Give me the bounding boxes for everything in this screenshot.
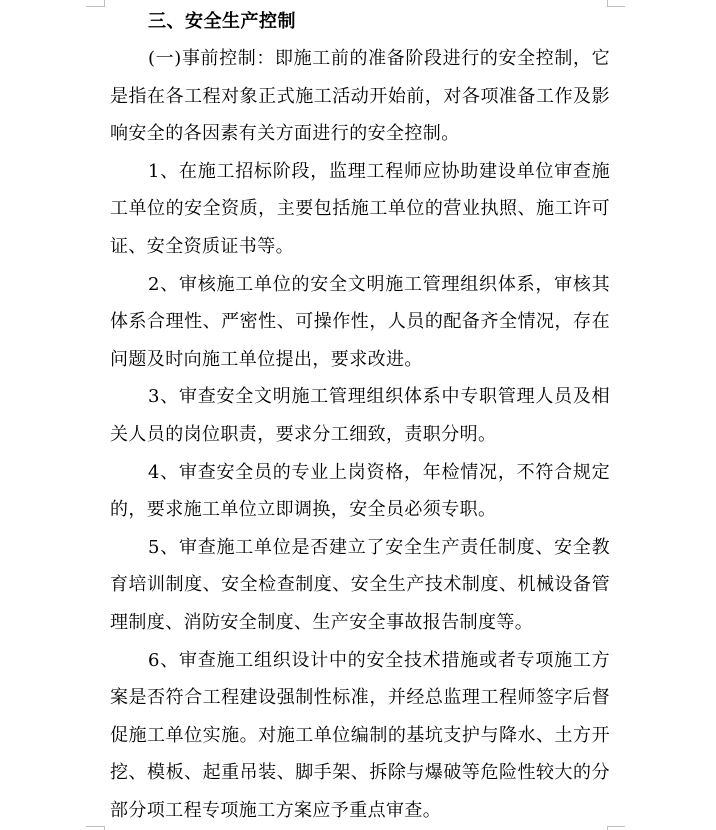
paragraph-item-2: 2、审核施工单位的安全文明施工管理组织体系，审核其体系合理性、严密性、可操作性，人员的配备齐全情况，存在问题及时向施工单位提出，要求改进。 <box>110 273 610 370</box>
crop-mark-top-right <box>607 0 608 7</box>
paragraph-item-3: 3、审查安全文明施工管理组织体系中专职管理人员及相关人员的岗位职责，要求分工细致，责职分明。 <box>110 386 610 445</box>
paragraph-item-4: 4、审查安全员的专业上岗资格，年检情况，不符合规定的，要求施工单位立即调换，安全员必须专职。 <box>110 461 610 521</box>
crop-mark-top-left <box>86 6 104 7</box>
crop-mark-top-left <box>104 0 105 7</box>
paragraph-item-1: 1、在施工招标阶段，监理工程师应协助建设单位审查施工单位的安全资质，主要包括施工单位的营业执照、施工许可证、安全资质证书等。 <box>110 160 610 257</box>
paragraph-item-6: 6、审查施工组织设计中的安全技术措施或者专项施工方案是否符合工程建设强制性标准，并经总监理工程师签字后督促施工单位实施。对施工单位编制的基坑支护与降水、土方开挖、模板、起重吊装、脚手架、拆除与爆破等危险性较大的分部分项工程专项施工方案应予重点审查。 <box>110 649 610 821</box>
crop-mark-bottom-left <box>86 826 104 827</box>
paragraph-pre-control: (一)事前控制：即施工前的准备阶段进行的安全控制，它是指在各工程对象正式施工活动开始前，对各项准备工作及影响安全的各因素有关方面进行的安全控制。 <box>110 48 610 145</box>
crop-mark-top-right <box>607 6 625 7</box>
document-body <box>110 8 610 829</box>
section-heading: 三、安全生产控制 <box>148 11 296 32</box>
crop-mark-bottom-left <box>104 826 105 830</box>
paragraph-item-5: 5、审查施工单位是否建立了安全生产责任制度、安全教育培训制度、安全检查制度、安全生产技术制度、机械设备管理制度、消防安全制度、生产安全事故报告制度等。 <box>110 536 610 633</box>
